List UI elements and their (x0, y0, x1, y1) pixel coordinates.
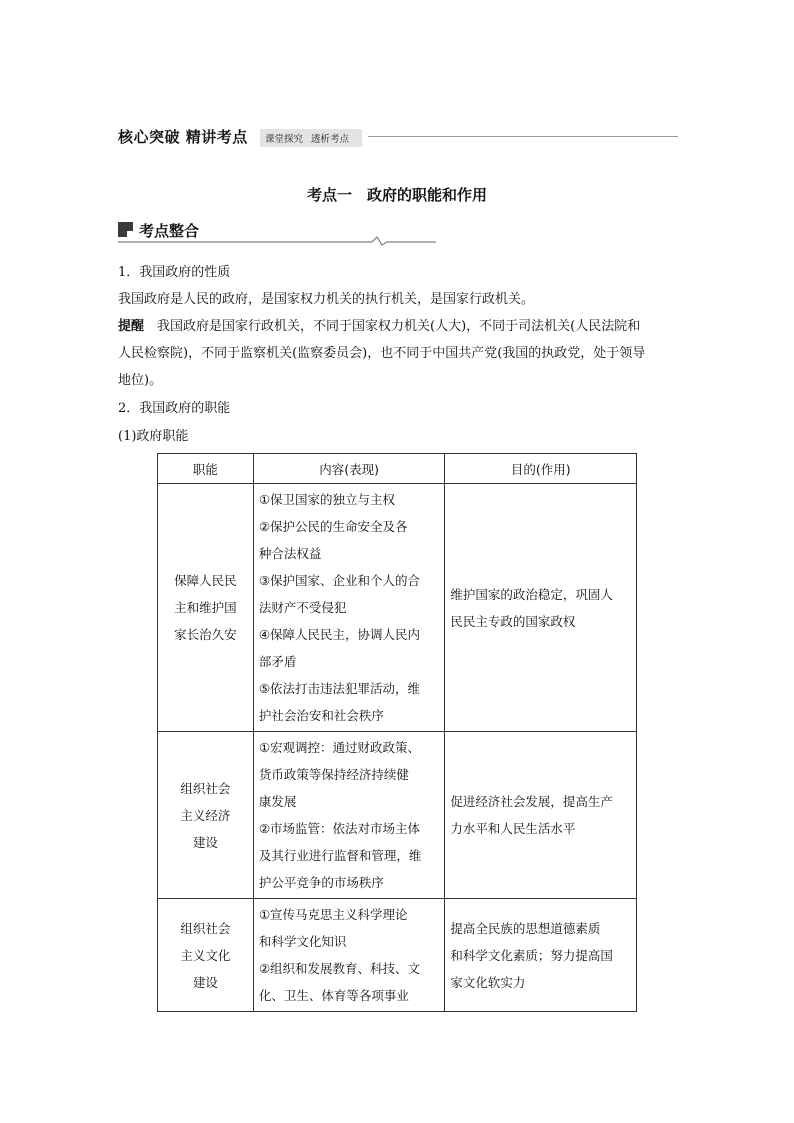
purpose-cell-line: 民民主专政的国家政权 (450, 613, 576, 629)
content-cell-line: ①保卫国家的独立与主权 (258, 492, 396, 507)
header-function: 职能 (158, 454, 254, 484)
function-cell-line: 组织社会 (180, 780, 231, 796)
chapter-header (118, 126, 678, 148)
heading-functions: 2．我国政府的职能 (118, 401, 231, 416)
chapter-header-tags (260, 129, 362, 147)
content-cell-line: ②保护公民的生命安全及各 (258, 519, 408, 534)
content-cell-line: 法财产不受侵犯 (258, 600, 347, 615)
content-cell-line: 和科学文化知识 (258, 934, 347, 949)
reminder-line-3: 地位)。 (118, 373, 163, 388)
function-cell (158, 732, 254, 899)
function-cell-line: 组织社会 (180, 920, 231, 936)
subheading-functions: (1)政府职能 (118, 429, 189, 444)
content-cell-line: 护社会治安和社会秩序 (258, 708, 384, 723)
table-row (158, 732, 637, 899)
tag-ketang: 课堂探究 (265, 134, 304, 145)
function-cell-line: 主义文化 (180, 947, 231, 963)
header-purpose: 目的(作用) (445, 454, 637, 484)
purpose-cell (445, 484, 637, 732)
content-cell-line: 种合法权益 (258, 546, 322, 561)
purpose-cell (445, 732, 637, 899)
content-cell-line: ③保护国家、企业和个人的合 (258, 573, 421, 588)
table-row (158, 484, 637, 732)
content-cell-line: ④保障人民民主，协调人民内 (258, 627, 421, 642)
function-cell (158, 484, 254, 732)
content-cell-line: 护公平竞争的市场秩序 (258, 875, 384, 890)
content-cell (253, 899, 445, 1012)
content-cell-line: ⑤依法打击违法犯罪活动，维 (258, 681, 421, 696)
purpose-cell-line: 维护国家的政治稳定，巩固人 (450, 586, 613, 602)
content-cell-line: 化、卫生、体育等各项事业 (258, 988, 409, 1003)
functions-table (157, 453, 637, 1012)
purpose-cell-line: 力水平和人民生活水平 (450, 821, 576, 836)
section-underline (118, 236, 436, 246)
content-cell-line: ①宏观调控：通过财政政策、 (258, 740, 421, 755)
content-cell-line: 康发展 (258, 794, 297, 809)
content-cell-line: ②市场监管：依法对市场主体 (258, 821, 421, 836)
content-cell-line: 部矛盾 (258, 654, 297, 669)
reminder-label: 提醒 (118, 319, 145, 334)
reminder-line-2: 人民检察院)，不同于监察机关(监察委员会)，也不同于中国共产党(我国的执政党，处于领导 (118, 346, 646, 361)
purpose-cell-line: 和科学文化素质；努力提高国 (450, 947, 613, 963)
function-cell-line: 建设 (192, 834, 218, 850)
reminder-text-1: 我国政府是国家行政机关，不同于国家权力机关(人大)，不同于司法机关(人民法院和 (157, 319, 641, 334)
section-heading-label: 考点整合 (139, 222, 200, 240)
header-rule (368, 136, 678, 137)
function-cell-line: 主和维护国 (174, 600, 237, 615)
page-title: 考点一 政府的职能和作用 (306, 186, 487, 204)
section-heading (118, 220, 436, 246)
purpose-cell-line: 提高全民族的思想道德素质 (450, 920, 601, 936)
table-row (158, 899, 637, 1012)
paragraph-nature: 我国政府是人民的政府，是国家权力机关的执行机关，是国家行政机关。 (118, 292, 535, 307)
function-cell (158, 899, 254, 1012)
tag-toushi: 透析考点 (311, 134, 350, 145)
purpose-cell-line: 家文化软实力 (450, 974, 526, 990)
content-cell-line: 货币政策等保持经济持续健 (258, 767, 409, 782)
purpose-cell-line: 促进经济社会发展，提高生产 (450, 794, 613, 809)
purpose-cell (445, 899, 637, 1012)
header-content: 内容(表现) (253, 454, 445, 484)
function-cell-line: 保障人民民 (174, 573, 237, 588)
content-cell (253, 484, 445, 732)
chapter-header-title: 核心突破 精讲考点 (118, 128, 248, 146)
function-cell-line: 家长治久安 (174, 627, 237, 642)
reminder-line-1 (118, 313, 678, 340)
table-header-row (158, 454, 637, 484)
content-cell-line: ②组织和发展教育、科技、文 (258, 961, 421, 976)
content-cell (253, 732, 445, 899)
content-cell-line: ①宣传马克思主义科学理论 (258, 907, 408, 922)
heading-nature: 1．我国政府的性质 (118, 265, 231, 280)
function-cell-line: 主义经济 (180, 807, 231, 823)
function-cell-line: 建设 (192, 974, 218, 990)
content-cell-line: 及其行业进行监督和管理，维 (258, 848, 422, 863)
